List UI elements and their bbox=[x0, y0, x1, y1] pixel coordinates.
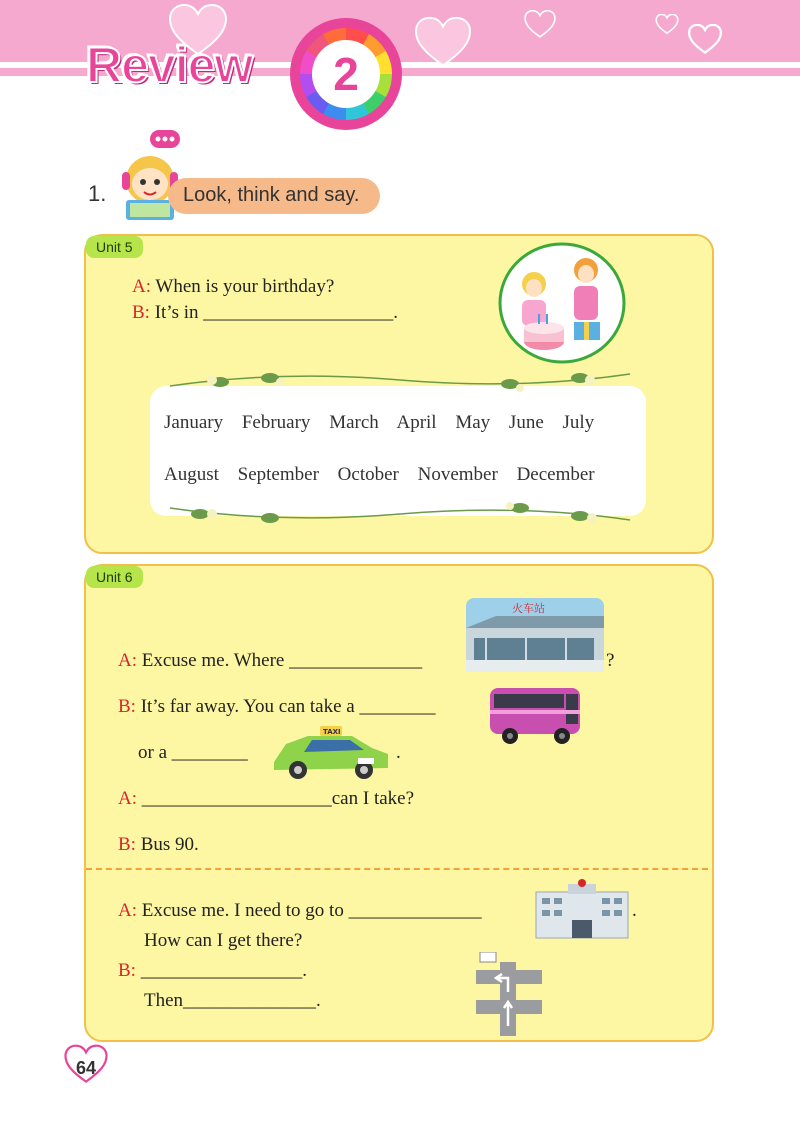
unit6-dialog-6-tail: . bbox=[632, 900, 637, 921]
page-title: Review bbox=[86, 37, 253, 93]
heart-icon bbox=[655, 14, 679, 34]
months-row-1 bbox=[164, 412, 608, 434]
unit6-dialog-3 bbox=[138, 742, 248, 764]
dialog-text: It’s far away. You can take a ________ bbox=[140, 696, 436, 717]
speaker-label: A: bbox=[118, 900, 137, 921]
month-word: November bbox=[417, 464, 498, 485]
dialog-text: Excuse me. Where ______________ bbox=[141, 650, 423, 671]
page-number: 64 bbox=[75, 1058, 97, 1078]
hospital-image bbox=[532, 878, 632, 940]
road-directions-image bbox=[474, 952, 544, 1036]
vine-decoration-icon bbox=[160, 366, 640, 406]
speaker-label: A: bbox=[118, 650, 137, 671]
month-word: June bbox=[508, 412, 544, 433]
dialog-text: Bus 90. bbox=[140, 834, 199, 855]
month-word: September bbox=[237, 464, 319, 485]
unit5-dialog-b bbox=[132, 302, 398, 324]
speaker-label: B: bbox=[118, 960, 136, 981]
month-word: July bbox=[562, 412, 595, 433]
dialog-text: ____________________can I take? bbox=[141, 788, 415, 809]
dialog-text: or a ________ bbox=[138, 742, 248, 763]
unit6-dialog-8 bbox=[118, 960, 307, 982]
train-station-image bbox=[466, 598, 604, 672]
section-number: 1. bbox=[88, 181, 107, 206]
month-word: December bbox=[516, 464, 595, 485]
heart-icon bbox=[414, 16, 472, 68]
speaker-a-label: A: bbox=[132, 276, 151, 297]
dialog-text: How can I get there? bbox=[144, 930, 303, 951]
month-word: May bbox=[455, 412, 491, 433]
unit5-tag: Unit 5 bbox=[86, 236, 143, 258]
dialog-text: Excuse me. I need to go to ______________ bbox=[141, 900, 482, 921]
unit6-dialog-9 bbox=[144, 990, 321, 1012]
birthday-illustration bbox=[498, 242, 626, 364]
unit6-dialog-5 bbox=[118, 834, 199, 856]
unit5-dialog-a bbox=[132, 276, 334, 298]
month-word: August bbox=[164, 464, 219, 485]
heart-icon bbox=[524, 10, 556, 38]
unit6-dialog-4 bbox=[118, 788, 414, 810]
month-word: January bbox=[164, 412, 224, 433]
station-sign: 火车站 bbox=[512, 602, 545, 615]
instruction-text: Look, think and say. bbox=[183, 184, 360, 206]
dialog-text: Then______________. bbox=[144, 990, 321, 1011]
unit6-dialog-1-tail: ? bbox=[606, 650, 615, 671]
vine-decoration-icon bbox=[160, 494, 640, 530]
review-number: 2 bbox=[312, 40, 380, 108]
unit6-dialog-6 bbox=[118, 900, 482, 922]
months-row-2 bbox=[164, 464, 609, 486]
dialog-text: It’s in ____________________. bbox=[154, 302, 399, 323]
month-word: March bbox=[329, 412, 379, 433]
speaker-label: B: bbox=[118, 834, 136, 855]
taxi-sign: TAXI bbox=[323, 728, 341, 736]
dialog-text: When is your birthday? bbox=[155, 276, 335, 297]
speaker-label: A: bbox=[118, 788, 137, 809]
month-word: April bbox=[396, 412, 437, 433]
taxi-image bbox=[268, 722, 394, 784]
section-divider bbox=[86, 868, 708, 870]
speaker-b-label: B: bbox=[132, 302, 150, 323]
unit6-tag: Unit 6 bbox=[86, 566, 143, 588]
unit6-dialog-7 bbox=[144, 930, 302, 952]
unit6-dialog-3-tail: . bbox=[396, 742, 401, 763]
dialog-text: _________________. bbox=[140, 960, 307, 981]
unit6-dialog-1 bbox=[118, 650, 422, 672]
month-word: October bbox=[337, 464, 399, 485]
bus-image bbox=[486, 680, 586, 746]
heart-icon bbox=[688, 24, 722, 54]
unit6-dialog-2 bbox=[118, 696, 435, 718]
month-word: February bbox=[241, 412, 311, 433]
speaker-label: B: bbox=[118, 696, 136, 717]
